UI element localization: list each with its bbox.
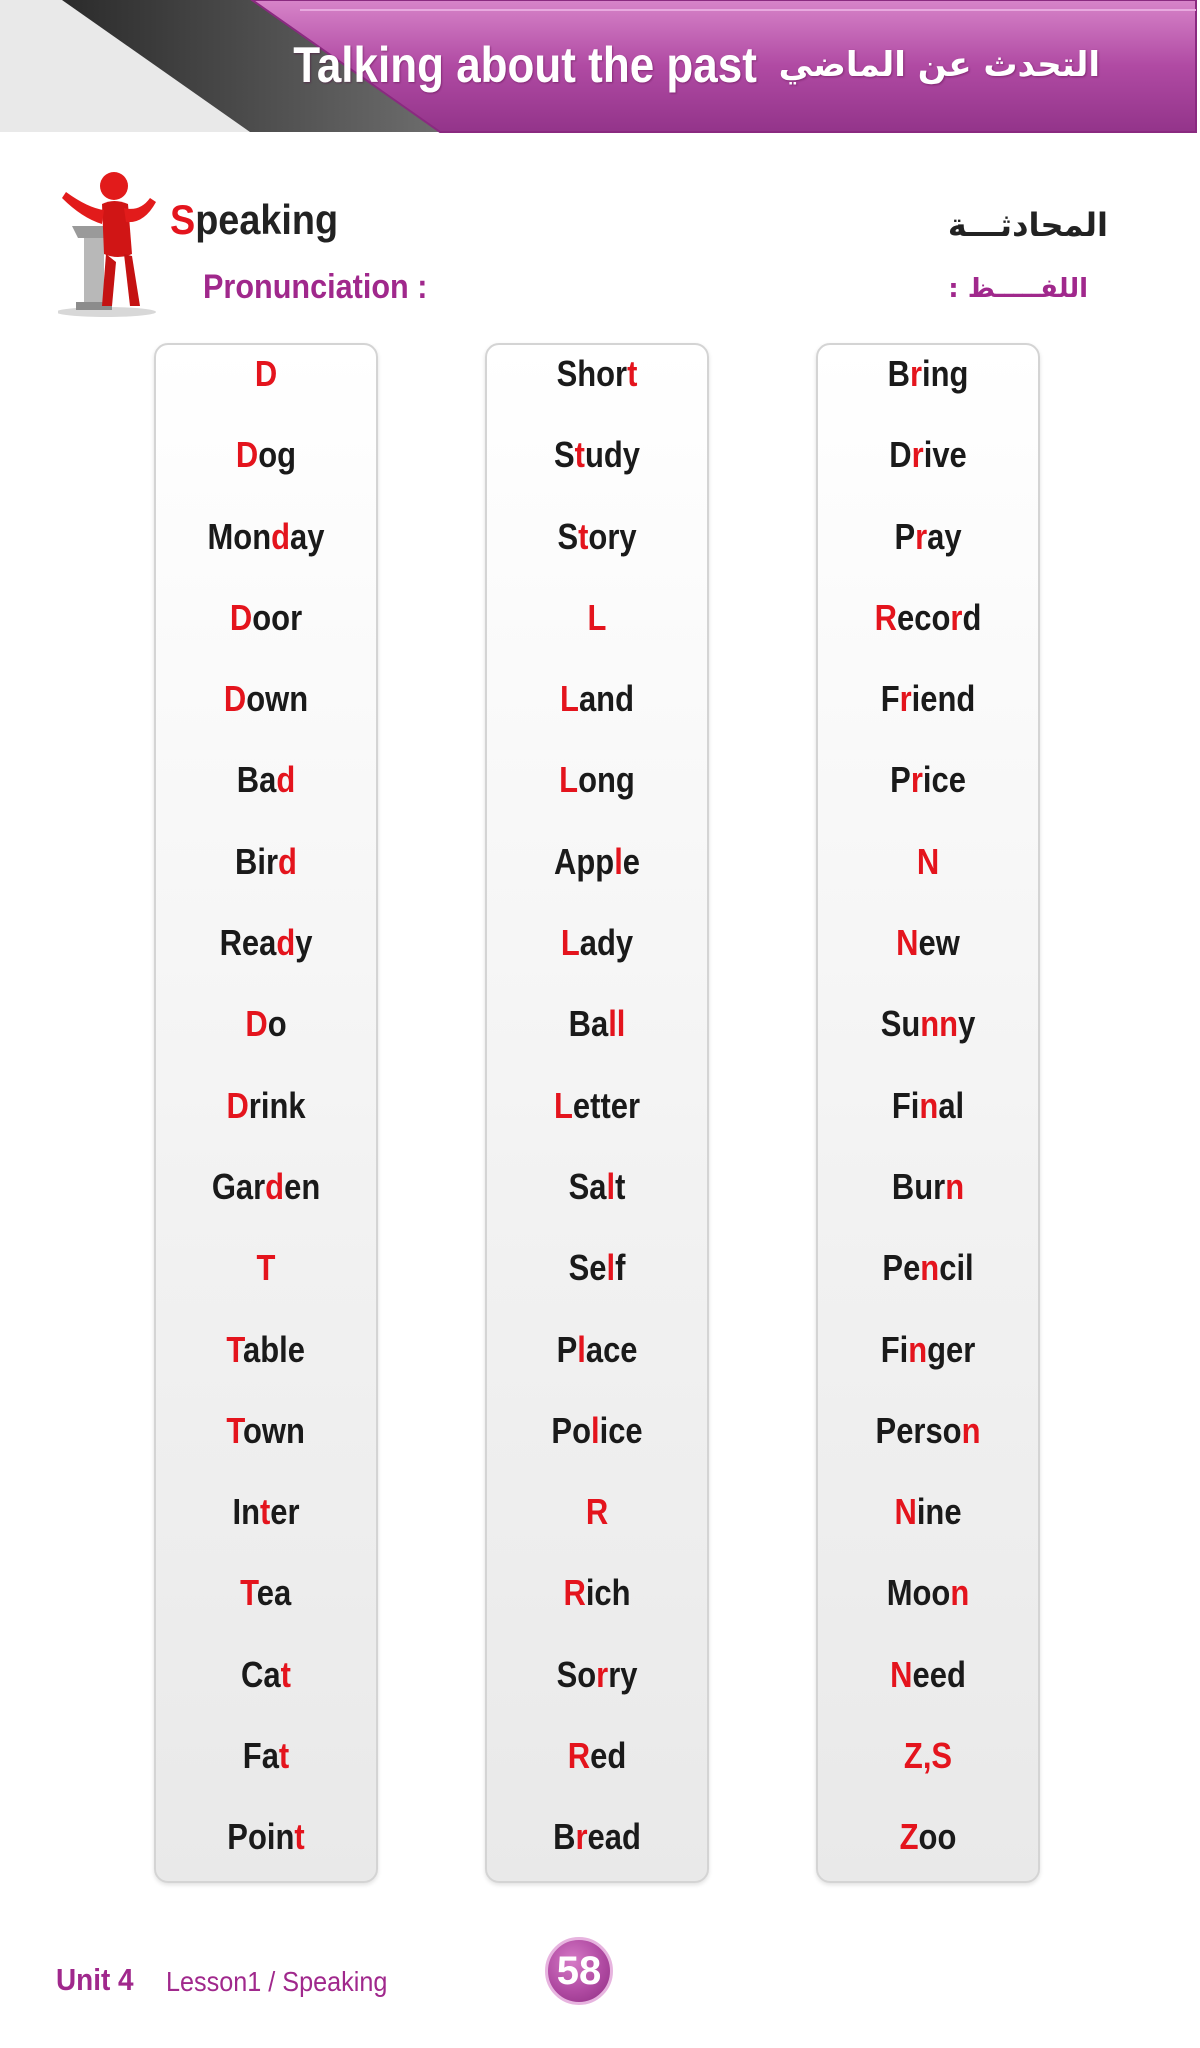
word-item: [818, 751, 1038, 832]
word-letters: own: [246, 678, 309, 720]
word-item: [487, 751, 707, 832]
word-letters: Ba: [568, 1003, 609, 1045]
word-letters: ead: [587, 1816, 641, 1858]
highlighted-letters: R: [567, 1735, 591, 1777]
word-letters: Su: [880, 1003, 921, 1045]
word-item: [487, 1239, 707, 1320]
word-letters: y: [295, 922, 313, 964]
word-item: [818, 995, 1038, 1076]
word-letters: er: [270, 1491, 300, 1533]
word-list-2: [487, 345, 707, 1890]
highlighted-letters: t: [578, 515, 589, 557]
highlighted-letters: r: [910, 759, 923, 801]
word-text: [890, 751, 966, 809]
highlighted-letters: t: [278, 1735, 290, 1777]
word-text: [237, 751, 296, 809]
word-letters: S: [553, 434, 575, 476]
word-text: [230, 589, 302, 647]
word-letters: Sa: [568, 1165, 607, 1207]
word-letters: Fi: [880, 1328, 909, 1370]
word-text: [894, 508, 961, 566]
word-item: [156, 426, 376, 507]
highlighted-letters: D: [229, 596, 253, 638]
word-text: [232, 1483, 299, 1541]
word-item: [487, 589, 707, 670]
word-text: [904, 1727, 952, 1785]
word-column-1: [154, 343, 378, 1883]
word-letters: P: [890, 759, 911, 801]
word-letters: ay: [927, 515, 962, 557]
word-item: [818, 426, 1038, 507]
highlighted-letters: T: [226, 1409, 244, 1451]
word-letters: ace: [585, 1328, 638, 1370]
word-letters: ew: [918, 922, 960, 964]
word-letters: ady: [579, 922, 634, 964]
word-text: [220, 914, 313, 972]
highlighted-letters: L: [559, 759, 579, 801]
word-text: [554, 426, 640, 484]
highlighted-letters: r: [575, 1816, 588, 1858]
word-letters: en: [284, 1165, 321, 1207]
word-item: [487, 508, 707, 589]
highlighted-letters: Z,S: [903, 1735, 953, 1777]
highlighted-letters: d: [278, 840, 297, 882]
word-text: [257, 1239, 276, 1297]
page-number-badge: 58: [545, 1937, 613, 2005]
word-text: [569, 995, 626, 1053]
word-item: [156, 589, 376, 670]
word-text: [553, 1808, 641, 1866]
highlighted-letters: r: [596, 1653, 609, 1695]
word-letters: ger: [927, 1328, 976, 1370]
word-letters: Shor: [556, 353, 628, 394]
highlighted-letters: n: [920, 1247, 940, 1289]
highlighted-letters: t: [627, 353, 638, 394]
highlighted-letters: t: [574, 434, 585, 476]
word-text: [240, 1564, 291, 1622]
word-letters: ich: [585, 1572, 631, 1614]
word-letters: Ca: [241, 1653, 281, 1695]
word-item: [156, 1808, 376, 1889]
highlighted-letters: T: [256, 1247, 276, 1289]
word-text: [559, 751, 635, 809]
highlighted-letters: N: [896, 922, 919, 964]
section-title-arabic: المحادثـــة: [947, 206, 1108, 244]
highlighted-letters: D: [235, 434, 259, 476]
word-item: [487, 1402, 707, 1483]
word-text: [245, 995, 286, 1053]
word-item: [156, 1158, 376, 1239]
word-text: [890, 1646, 966, 1704]
word-item: [818, 1158, 1038, 1239]
word-text: [554, 1077, 640, 1135]
speaker-podium-icon: [58, 168, 178, 318]
word-item: [818, 1808, 1038, 1889]
word-item: [487, 426, 707, 507]
word-text: [224, 670, 308, 728]
word-text: [896, 914, 960, 972]
word-text: [560, 670, 634, 728]
word-text: [588, 589, 607, 647]
highlighted-letters: L: [560, 678, 579, 720]
word-item: [156, 914, 376, 995]
word-item: [156, 345, 376, 426]
word-item: [818, 345, 1038, 426]
word-text: [236, 426, 296, 484]
word-letters: ory: [588, 515, 637, 557]
word-item: [818, 1564, 1038, 1645]
word-letters: ice: [922, 759, 966, 801]
word-text: [227, 1808, 304, 1866]
word-column-2: [485, 343, 709, 1883]
footer-lesson: Lesson1 / Speaking: [166, 1966, 388, 1997]
word-letters: d: [962, 596, 982, 638]
word-letters: and: [578, 678, 634, 720]
word-item: [156, 1321, 376, 1402]
header-banner: [0, 0, 1200, 140]
word-item: [818, 914, 1038, 995]
highlighted-letters: T: [240, 1572, 258, 1614]
highlighted-letters: D: [226, 1084, 249, 1126]
word-item: [156, 1727, 376, 1808]
word-letters: Po: [551, 1409, 591, 1451]
word-letters: B: [553, 1816, 576, 1858]
highlighted-letters: D: [245, 1003, 268, 1045]
word-item: [156, 751, 376, 832]
highlighted-letters: R: [874, 596, 898, 638]
word-item: [487, 1321, 707, 1402]
word-text: [586, 1483, 608, 1541]
word-item: [818, 833, 1038, 914]
word-letters: e: [622, 840, 641, 882]
word-letters: able: [243, 1328, 306, 1370]
word-item: [487, 1808, 707, 1889]
word-letters: cil: [939, 1247, 974, 1289]
highlighted-letters: D: [254, 353, 278, 394]
word-letters: D: [889, 434, 912, 476]
word-letters: rink: [248, 1084, 306, 1126]
word-item: [487, 345, 707, 426]
word-letters: f: [615, 1247, 626, 1289]
word-item: [818, 1646, 1038, 1727]
highlighted-letters: L: [553, 1084, 573, 1126]
word-item: [818, 670, 1038, 751]
word-letters: ong: [578, 759, 635, 801]
word-letters: own: [243, 1409, 306, 1451]
word-item: [156, 1239, 376, 1320]
word-letters: Pe: [882, 1247, 921, 1289]
word-text: [241, 1646, 291, 1704]
word-letters: Perso: [875, 1409, 962, 1451]
highlighted-letters: n: [908, 1328, 928, 1370]
word-text: [557, 508, 636, 566]
word-text: [243, 1727, 289, 1785]
word-text: [889, 426, 966, 484]
word-letters: Rea: [219, 922, 277, 964]
word-text: [227, 1402, 306, 1460]
word-text: [255, 345, 277, 403]
highlighted-letters: nn: [920, 1003, 959, 1045]
word-item: [487, 1727, 707, 1808]
word-letters: oo: [918, 1816, 957, 1858]
word-letters: eed: [912, 1653, 966, 1695]
word-text: [557, 345, 638, 403]
word-column-3: [816, 343, 1040, 1883]
highlighted-letters: ll: [608, 1003, 626, 1045]
highlighted-letters: d: [276, 922, 296, 964]
word-text: [569, 1239, 626, 1297]
word-letters: oor: [252, 596, 303, 638]
highlighted-letters: n: [919, 1084, 939, 1126]
word-letters: Mon: [207, 515, 272, 557]
word-item: [487, 1483, 707, 1564]
word-list-1: [156, 345, 376, 1890]
word-letters: og: [258, 434, 297, 476]
word-letters: y: [958, 1003, 976, 1045]
section-title-first-letter: S: [170, 196, 196, 243]
highlighted-letters: L: [560, 922, 580, 964]
word-text: [554, 833, 640, 891]
word-text: [561, 914, 633, 972]
word-item: [487, 1646, 707, 1727]
highlighted-letters: t: [294, 1816, 305, 1858]
highlighted-letters: D: [223, 678, 247, 720]
highlighted-letters: R: [585, 1491, 609, 1533]
highlighted-letters: n: [945, 1165, 965, 1207]
highlighted-letters: l: [606, 1165, 616, 1207]
word-text: [882, 1239, 973, 1297]
word-letters: P: [556, 1328, 578, 1370]
highlighted-letters: N: [894, 1491, 917, 1533]
word-text: [557, 1321, 638, 1379]
word-letters: Moo: [886, 1572, 951, 1614]
word-item: [818, 1321, 1038, 1402]
word-text: [235, 833, 297, 891]
highlighted-letters: R: [563, 1572, 586, 1614]
word-item: [156, 1483, 376, 1564]
word-text: [894, 1483, 961, 1541]
highlighted-letters: T: [226, 1328, 244, 1370]
word-text: [881, 1321, 976, 1379]
word-letters: B: [887, 353, 910, 394]
word-letters: udy: [584, 434, 641, 476]
word-letters: So: [556, 1653, 597, 1695]
section-subtitle-arabic: اللفـــــظ :: [948, 274, 1088, 304]
word-text: [892, 1077, 964, 1135]
word-item: [818, 1402, 1038, 1483]
word-item: [818, 1239, 1038, 1320]
word-text: [557, 1646, 638, 1704]
word-letters: ive: [923, 434, 967, 476]
footer-unit: Unit 4: [56, 1962, 134, 1997]
word-text: [892, 1158, 964, 1216]
highlighted-letters: t: [259, 1491, 271, 1533]
highlighted-letters: d: [271, 515, 291, 557]
word-letters: Bur: [891, 1165, 946, 1207]
word-text: [212, 1158, 320, 1216]
word-item: [487, 1564, 707, 1645]
word-letters: ea: [257, 1572, 292, 1614]
word-item: [487, 995, 707, 1076]
word-item: [156, 508, 376, 589]
word-text: [551, 1402, 642, 1460]
highlighted-letters: Z: [899, 1816, 919, 1858]
word-text: [569, 1158, 626, 1216]
word-text: [888, 345, 969, 403]
word-letters: Fi: [891, 1084, 920, 1126]
word-letters: o: [267, 1003, 287, 1045]
word-item: [156, 1402, 376, 1483]
word-text: [568, 1727, 626, 1785]
word-letters: P: [894, 515, 916, 557]
word-letters: App: [553, 840, 615, 882]
word-letters: ed: [590, 1735, 627, 1777]
word-text: [876, 1402, 981, 1460]
banner-title-english: Talking about the past: [292, 37, 757, 93]
word-letters: Se: [568, 1247, 607, 1289]
word-text: [917, 833, 939, 891]
word-letters: al: [938, 1084, 965, 1126]
highlighted-letters: t: [280, 1653, 291, 1695]
word-item: [156, 1646, 376, 1727]
highlighted-letters: N: [890, 1653, 913, 1695]
word-item: [156, 1077, 376, 1158]
word-letters: t: [615, 1165, 626, 1207]
word-item: [818, 1077, 1038, 1158]
word-text: [227, 1321, 306, 1379]
word-item: [487, 914, 707, 995]
word-letters: etter: [572, 1084, 641, 1126]
word-letters: S: [557, 515, 579, 557]
word-letters: F: [880, 678, 900, 720]
word-item: [818, 1727, 1038, 1808]
banner-title-arabic: التحدث عن الماضي: [778, 45, 1100, 85]
highlighted-letters: r: [909, 353, 922, 394]
word-text: [226, 1077, 305, 1135]
word-text: [881, 670, 976, 728]
word-text: [881, 995, 976, 1053]
word-letters: eco: [897, 596, 951, 638]
word-item: [487, 833, 707, 914]
highlighted-letters: r: [915, 515, 928, 557]
word-text: [563, 1564, 630, 1622]
highlighted-letters: l: [577, 1328, 586, 1370]
word-letters: Fa: [242, 1735, 279, 1777]
section-title-speaking: [170, 196, 338, 244]
section-subtitle-pronunciation: Pronunciation :: [203, 268, 428, 306]
word-letters: Gar: [211, 1165, 266, 1207]
highlighted-letters: r: [950, 596, 963, 638]
word-item: [818, 589, 1038, 670]
highlighted-letters: d: [276, 759, 296, 801]
word-letters: Poin: [227, 1816, 295, 1858]
word-text: [208, 508, 325, 566]
word-item: [818, 508, 1038, 589]
word-item: [156, 995, 376, 1076]
word-letters: iend: [911, 678, 976, 720]
word-text: [900, 1808, 957, 1866]
word-letters: ry: [608, 1653, 638, 1695]
word-letters: ine: [916, 1491, 962, 1533]
word-item: [818, 1483, 1038, 1564]
highlighted-letters: n: [950, 1572, 970, 1614]
word-item: [156, 833, 376, 914]
word-item: [487, 1158, 707, 1239]
word-letters: Bir: [235, 840, 279, 882]
word-item: [487, 1077, 707, 1158]
highlighted-letters: L: [587, 596, 607, 638]
word-list-3: [818, 345, 1038, 1890]
highlighted-letters: n: [961, 1409, 981, 1451]
highlighted-letters: r: [899, 678, 912, 720]
word-letters: ay: [290, 515, 325, 557]
highlighted-letters: l: [614, 840, 623, 882]
word-letters: ice: [599, 1409, 643, 1451]
word-letters: ing: [921, 353, 969, 394]
highlighted-letters: d: [265, 1165, 285, 1207]
highlighted-letters: r: [911, 434, 924, 476]
highlighted-letters: l: [606, 1247, 616, 1289]
section-title-rest: peaking: [195, 196, 339, 243]
word-letters: Ba: [236, 759, 277, 801]
word-item: [487, 670, 707, 751]
word-item: [156, 670, 376, 751]
word-text: [887, 1564, 970, 1622]
banner-title: [230, 30, 1100, 100]
highlighted-letters: N: [916, 840, 940, 882]
highlighted-letters: l: [590, 1409, 600, 1451]
word-item: [156, 1564, 376, 1645]
word-letters: In: [232, 1491, 260, 1533]
word-text: [875, 589, 982, 647]
